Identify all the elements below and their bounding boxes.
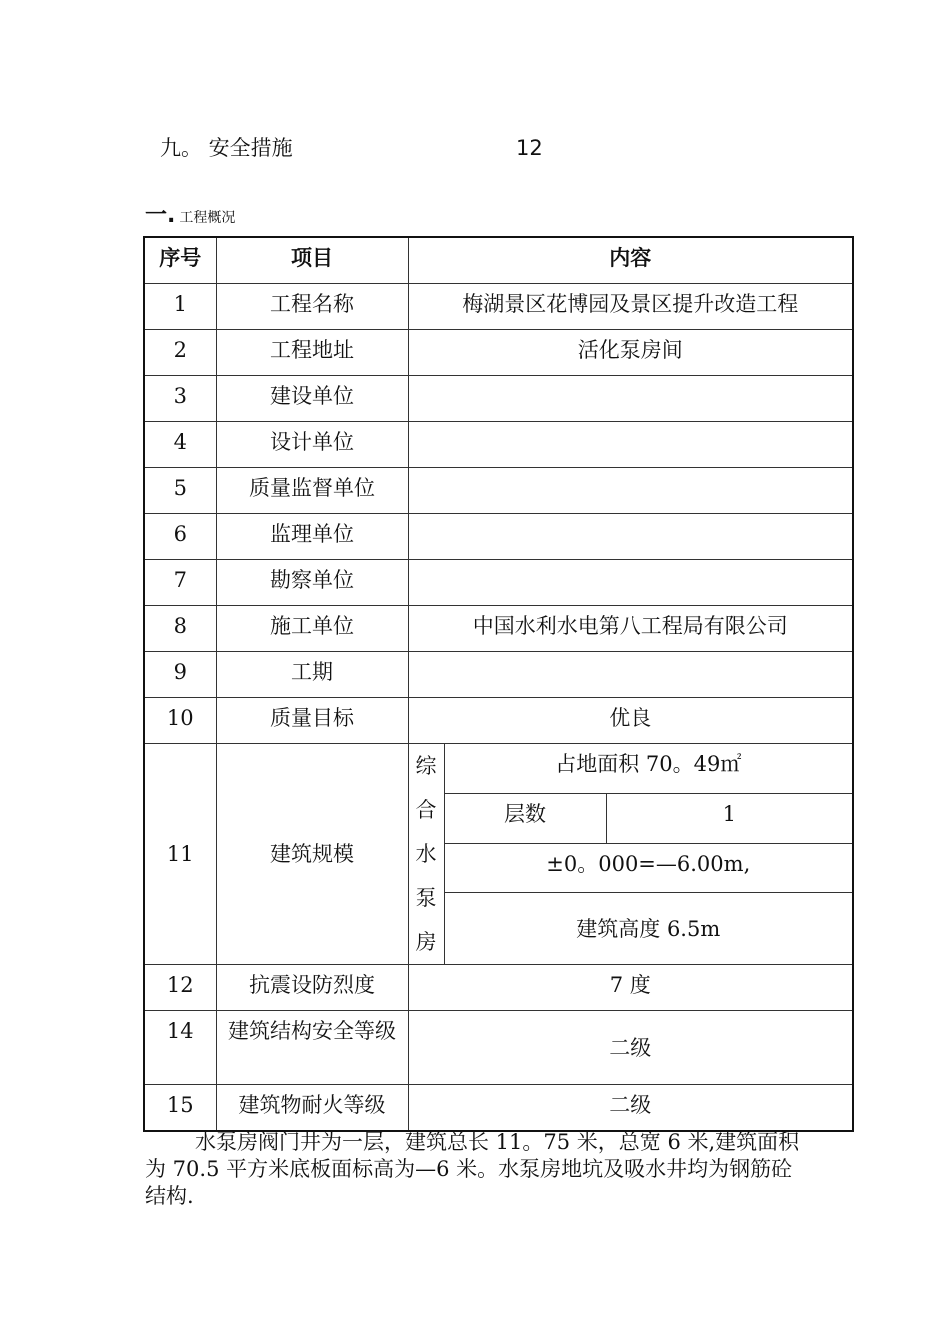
scale-row-area [144, 744, 853, 794]
row-item: 抗震设防烈度 [216, 965, 408, 1011]
row-item: 工期 [216, 652, 408, 698]
table-row [144, 514, 853, 560]
row-no: 14 [144, 1011, 216, 1085]
row-content: 7 度 [408, 965, 853, 1011]
row-no: 7 [144, 560, 216, 606]
row-item: 建筑结构安全等级 [216, 1011, 408, 1085]
row-content: 二级 [408, 1011, 853, 1085]
section-number: 一. [145, 203, 176, 228]
header-no: 序号 [144, 237, 216, 284]
row-content: 二级 [408, 1085, 853, 1132]
scale-elevation: ±0。000=—6.00m, [444, 843, 853, 893]
row-item: 工程地址 [216, 330, 408, 376]
row-no: 3 [144, 376, 216, 422]
row-content [408, 514, 853, 560]
project-overview-table [143, 236, 854, 1132]
table-row [144, 468, 853, 514]
scale-area: 占地面积 70。49㎡ [444, 744, 853, 794]
row-item: 质量目标 [216, 698, 408, 744]
vertical-char: 房 [415, 930, 437, 954]
row-no: 5 [144, 468, 216, 514]
table-row [144, 376, 853, 422]
row-item: 监理单位 [216, 514, 408, 560]
scale-floors-value: 1 [606, 793, 853, 843]
row-content: 中国水利水电第八工程局有限公司 [408, 606, 853, 652]
scale-no: 11 [144, 744, 216, 965]
header-item: 项目 [216, 237, 408, 284]
table-row [144, 284, 853, 330]
row-no: 1 [144, 284, 216, 330]
scale-floors-label: 层数 [444, 793, 606, 843]
vertical-char: 综 [415, 754, 437, 778]
description-paragraph: 水泵房阀门井为一层，建筑总长 11。75 米，总宽 6 米,建筑面积为 70.5 平方米底板面标高为—6 米。水泵房地坑及吸水井均为钢筋砼结构. [145, 1130, 800, 1208]
row-content [408, 560, 853, 606]
row-item: 施工单位 [216, 606, 408, 652]
row-no: 6 [144, 514, 216, 560]
section-title: 工程概况 [179, 210, 236, 226]
row-content: 活化泵房间 [408, 330, 853, 376]
vertical-char: 水 [415, 842, 437, 866]
table-row [144, 652, 853, 698]
row-no: 12 [144, 965, 216, 1011]
toc-page-number: 12 [516, 136, 543, 160]
row-item: 设计单位 [216, 422, 408, 468]
scale-vertical-label [408, 744, 444, 965]
row-no: 8 [144, 606, 216, 652]
table-row [144, 1085, 853, 1132]
section-heading [145, 198, 235, 229]
table-row [144, 1011, 853, 1085]
row-item: 质量监督单位 [216, 468, 408, 514]
table-header-row [144, 237, 853, 284]
row-item: 勘察单位 [216, 560, 408, 606]
row-content [408, 422, 853, 468]
table-row [144, 606, 853, 652]
row-no: 10 [144, 698, 216, 744]
row-no: 9 [144, 652, 216, 698]
row-no: 4 [144, 422, 216, 468]
table-row [144, 330, 853, 376]
vertical-char: 合 [415, 798, 437, 822]
table-row [144, 560, 853, 606]
toc-title: 九。 安全措施 [160, 136, 293, 160]
scale-item: 建筑规模 [216, 744, 408, 965]
row-content: 梅湖景区花博园及景区提升改造工程 [408, 284, 853, 330]
row-item: 工程名称 [216, 284, 408, 330]
row-content: 优良 [408, 698, 853, 744]
row-no: 2 [144, 330, 216, 376]
table-row [144, 965, 853, 1011]
scale-height: 建筑高度 6.5m [444, 893, 853, 965]
row-content [408, 376, 853, 422]
row-content [408, 652, 853, 698]
table-row [144, 422, 853, 468]
row-item: 建设单位 [216, 376, 408, 422]
table-row [144, 698, 853, 744]
header-content: 内容 [408, 237, 853, 284]
row-item: 建筑物耐火等级 [216, 1085, 408, 1132]
row-content [408, 468, 853, 514]
vertical-char: 泵 [415, 886, 437, 910]
row-no: 15 [144, 1085, 216, 1132]
